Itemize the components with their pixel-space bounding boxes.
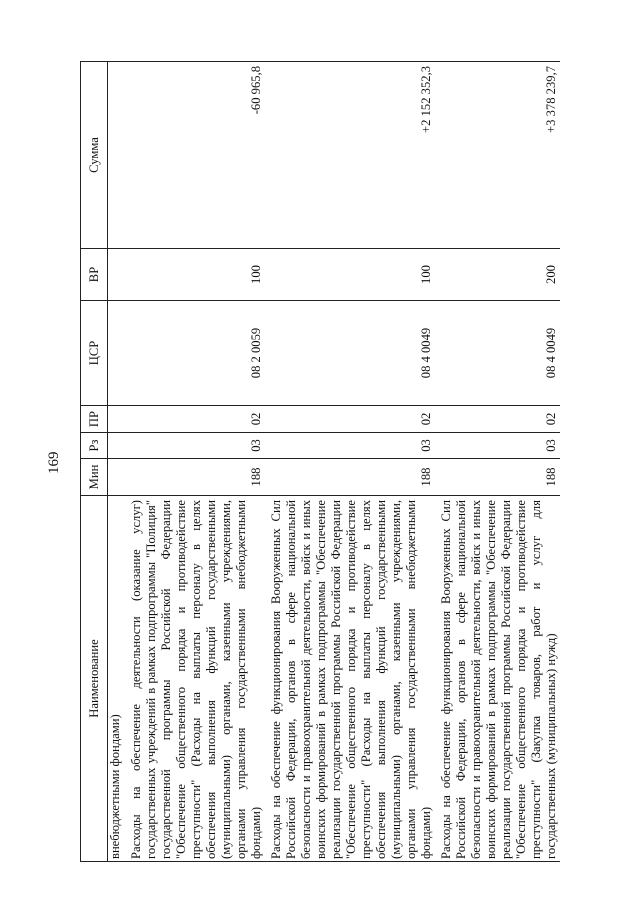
row-vr: 200 bbox=[435, 249, 560, 301]
row-sum: +3 378 239,7 bbox=[435, 62, 560, 249]
row-sum: +2 152 352,3 bbox=[265, 62, 435, 249]
header-sum: Сумма bbox=[81, 62, 108, 249]
header-csr: ЦСР bbox=[81, 301, 108, 406]
row-name: Расходы на обеспечение функционирования Вооруженных Сил Российской Федерации, органов в сфере национальной безопасности и правоохранительной деятельности, войск и иных воинских формирований в рамках подпрограммы "Обеспечение реализации государственной программы Российской Федерации "Обеспечение общественного порядка и противодействие преступности" (Закупка товаров, работ и услуг для государственных (муниципальных) нужд) bbox=[435, 496, 560, 862]
table-header-row bbox=[81, 62, 108, 862]
row-sum: -60 965,8 bbox=[125, 62, 265, 249]
row-min: 188 bbox=[265, 459, 435, 496]
header-vr: ВР bbox=[81, 249, 108, 301]
row-csr: 08 2 0059 bbox=[125, 301, 265, 406]
rotated-page bbox=[40, 62, 600, 862]
header-min: Мин bbox=[81, 459, 108, 496]
table-row bbox=[435, 62, 560, 862]
row-min: 188 bbox=[435, 459, 560, 496]
header-pr: ПР bbox=[81, 406, 108, 433]
row-vr: 100 bbox=[265, 249, 435, 301]
table-row-continuation bbox=[108, 62, 126, 862]
row-rz: 03 bbox=[125, 433, 265, 459]
row-csr: 08 4 0049 bbox=[435, 301, 560, 406]
table-row bbox=[125, 62, 265, 862]
budget-table bbox=[80, 61, 560, 862]
row-name: Расходы на обеспечение деятельности (оказание услуг) государственных учреждений в рамках подпрограммы "Полиция" государственной программы Российской Федерации "Обеспечение общественного порядка и противодействие преступности" (Расходы на выплаты персоналу в целях обеспечения выполнения функций государственными (муниципальными) органами, казенными учреждениями, органами управления государственными внебюджетными фондами) bbox=[125, 496, 265, 862]
row-pr: 02 bbox=[265, 406, 435, 433]
header-rz: Рз bbox=[81, 433, 108, 459]
row-vr: 100 bbox=[125, 249, 265, 301]
row-csr: 08 4 0049 bbox=[265, 301, 435, 406]
page-number: 169 bbox=[46, 451, 62, 474]
row-pr: 02 bbox=[435, 406, 560, 433]
table-row bbox=[265, 62, 435, 862]
row-name: Расходы на обеспечение функционирования Вооруженных Сил Российской Федерации, органов в сфере национальной безопасности и правоохранительной деятельности, войск и иных воинских формирований в рамках подпрограммы "Обеспечение реализации государственной программы Российской Федерации "Обеспечение общественного порядка и противодействие преступности" (Расходы на выплаты персоналу в целях обеспечения выполнения функций государственными (муниципальными) органами, казенными учреждениями, органами управления государственными внебюджетными фондами) bbox=[265, 496, 435, 862]
row-rz: 03 bbox=[435, 433, 560, 459]
row-pr: 02 bbox=[125, 406, 265, 433]
header-name: Наименование bbox=[81, 496, 108, 862]
continuation-text: внебюджетными фондами) bbox=[108, 496, 126, 862]
row-rz: 03 bbox=[265, 433, 435, 459]
row-min: 188 bbox=[125, 459, 265, 496]
